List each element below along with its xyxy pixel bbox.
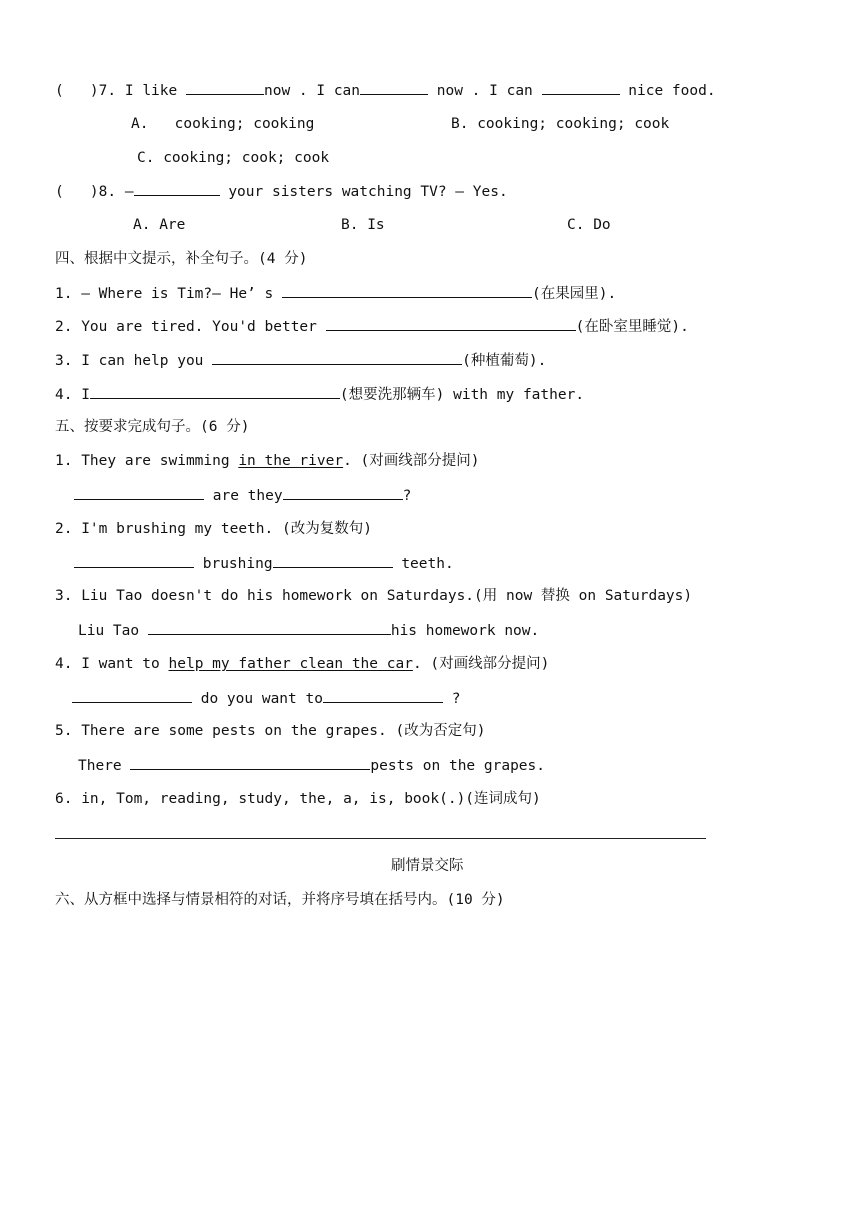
answer-blank[interactable] (90, 384, 340, 399)
item-instruction: . (对画线部分提问) (343, 453, 480, 469)
section-5-q5-answer (78, 755, 545, 776)
item-text: 1. — Where is Tim?— He’ s (55, 286, 274, 302)
section-5-q2-answer (74, 553, 454, 574)
question-text: now . I can (263, 83, 361, 99)
question-text: now . I can (436, 83, 533, 99)
answer-blank[interactable] (326, 316, 576, 331)
section-4-heading: 四、根据中文提示，补全句子。(4 分) (55, 251, 308, 267)
answer-blank[interactable] (72, 688, 192, 703)
answer-text: brushing (202, 556, 273, 572)
section-5-q6: 6. in, Tom, reading, study, the, a, is, book(.)(连词成句) (55, 791, 541, 807)
option-c: C. Do (567, 217, 611, 233)
answer-blank[interactable] (74, 553, 194, 568)
section-4-item-3 (55, 350, 546, 371)
answer-text: Liu Tao (78, 623, 140, 639)
answer-blank[interactable] (323, 688, 443, 703)
section-title: 刷情景交际 (391, 858, 464, 874)
question-text: I like (124, 83, 178, 99)
section-4-item-2 (55, 316, 689, 337)
section-5-q2: 2. I'm brushing my teeth. (改为复数句) (55, 521, 372, 537)
answer-text: are they (212, 488, 283, 504)
answer-blank[interactable] (212, 350, 462, 365)
answer-blank[interactable] (74, 485, 204, 500)
item-text: 1. They are swimming (55, 453, 239, 469)
item-hint: (种植葡萄). (462, 353, 547, 369)
answer-blank[interactable] (360, 80, 428, 95)
section-5-q4 (55, 654, 549, 674)
item-text: 4. I want to (55, 656, 169, 672)
answer-blank[interactable] (282, 283, 532, 298)
option-c: C. cooking; cook; cook (137, 150, 330, 166)
question-8-line (55, 181, 508, 202)
underlined-phrase: help my father clean the car (168, 656, 413, 672)
question-number: 8. (98, 184, 117, 200)
item-hint: (在果园里). (531, 286, 617, 302)
answer-blank[interactable] (186, 80, 264, 95)
underlined-phrase: in the river (238, 453, 344, 469)
section-4-item-4 (55, 384, 584, 405)
section-5-q1-answer (74, 485, 411, 506)
section-5-q3: 3. Liu Tao doesn't do his homework on Saturdays.(用 now 替换 on Saturdays) (55, 588, 693, 604)
item-hint: (想要洗那辆车) with my father. (339, 387, 585, 403)
item-text: 2. You are tired. You'd better (55, 319, 317, 335)
answer-text: There (78, 758, 122, 774)
section-4-item-1 (55, 283, 616, 304)
item-hint: (在卧室里睡觉). (575, 319, 689, 335)
option-b: B. Is (341, 217, 385, 233)
item-text: 3. I can help you (55, 353, 204, 369)
answer-blank[interactable] (542, 80, 620, 95)
answer-text: ? (402, 488, 412, 504)
option-a: A. Are (133, 217, 186, 233)
item-text: 4. I (55, 387, 90, 403)
answer-blank[interactable] (134, 181, 220, 196)
option-b: B. cooking; cooking; cook (451, 116, 670, 132)
answer-text: his homework now. (390, 623, 540, 639)
answer-text: teeth. (401, 556, 454, 572)
question-text: your sisters watching TV? — Yes. (228, 184, 508, 200)
section-5-q5: 5. There are some pests on the grapes. (改为否定句) (55, 723, 486, 739)
section-6-heading: 六、从方框中选择与情景相符的对话，并将序号填在括号内。(10 分) (55, 892, 505, 908)
answer-paren: ( ) (55, 83, 99, 99)
option-a: A. cooking; cooking (131, 116, 315, 132)
question-number: 7. (98, 83, 117, 99)
answer-blank[interactable] (130, 755, 370, 770)
dash: — (124, 184, 134, 200)
question-7-line (55, 80, 716, 101)
section-5-heading: 五、按要求完成句子。(6 分) (55, 419, 250, 435)
answer-blank[interactable] (283, 485, 403, 500)
answer-line[interactable] (55, 838, 706, 839)
section-5-q1 (55, 451, 480, 471)
answer-blank[interactable] (148, 620, 391, 635)
section-5-q4-answer (72, 688, 460, 709)
section-5-q3-answer (78, 620, 539, 641)
answer-blank[interactable] (273, 553, 393, 568)
answer-text: do you want to (200, 691, 323, 707)
answer-text: ? (451, 691, 461, 707)
answer-text: pests on the grapes. (370, 758, 545, 774)
answer-paren: ( ) (55, 184, 99, 200)
item-instruction: . (对画线部分提问) (412, 656, 550, 672)
question-text: nice food. (628, 83, 716, 99)
